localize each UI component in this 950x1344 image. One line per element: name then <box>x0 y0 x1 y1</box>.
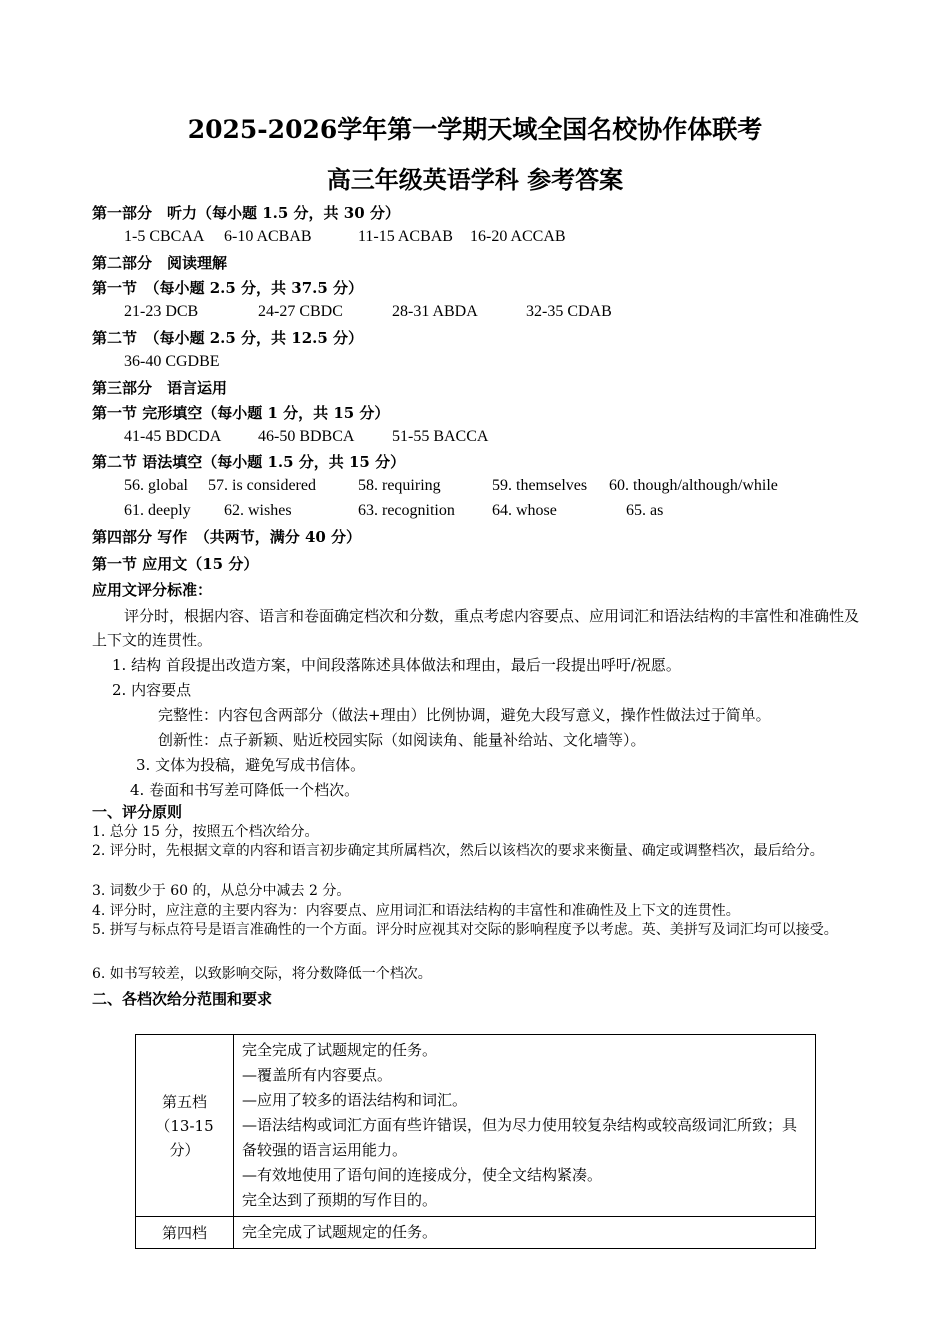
answer-item: 57. is considered <box>208 477 316 494</box>
answer-item: 60. though/although/while <box>609 477 778 494</box>
answer-item: 58. requiring <box>358 477 441 494</box>
grades-heading: 二、各档次给分范围和要求 <box>92 990 273 1008</box>
grade-description-cell <box>234 1035 816 1217</box>
page-title: 2025-2026学年第一学期天域全国名校协作体联考 <box>187 115 763 144</box>
part4-sec1-heading: 第一节 应用文（15 分） <box>92 555 259 573</box>
answer-item: 56. global <box>124 477 188 494</box>
grade-range: （13-15 <box>155 1116 214 1135</box>
criteria-heading: 应用文评分标准： <box>92 581 213 599</box>
grade-level-cell <box>136 1035 234 1217</box>
table-row <box>136 1217 816 1249</box>
grade-line: —应用了较多的语法结构和词汇。 <box>242 1091 468 1109</box>
grade-line: 完全完成了试题规定的任务。 <box>242 1041 438 1059</box>
part3-sec1-heading: 第一节 完形填空（每小题 1 分，共 15 分） <box>92 404 390 422</box>
grade-level-cell <box>136 1217 234 1249</box>
answer-group: 11-15 ACBAB <box>358 228 453 245</box>
answer-item: 59. themselves <box>492 477 588 494</box>
grade-line: —语法结构或词汇方面有些许错误，但为尽力使用较复杂结构或较高级词汇所致；具备较强的语言运用能力。 <box>242 1116 798 1159</box>
answer-item: 63. recognition <box>358 502 455 519</box>
part2-sec2-heading: 第二节 （每小题 2.5 分，共 12.5 分） <box>92 329 364 347</box>
principle-item: 1. 总分 15 分，按照五个档次给分。 <box>92 824 319 840</box>
grade-line: —覆盖所有内容要点。 <box>242 1066 393 1084</box>
answer-group: 41-45 BDCDA <box>124 428 222 445</box>
answer-group: 21-23 DCB <box>124 303 199 320</box>
criteria-intro: 评分时，根据内容、语言和卷面确定档次和分数，重点考虑内容要点、应用词汇和语法结构的丰富性和准确性及上下文的连贯性。 <box>92 607 860 649</box>
part3-sec2-heading: 第二节 语法填空（每小题 1.5 分，共 15 分） <box>92 453 406 471</box>
answer-group: 24-27 CBDC <box>258 303 343 320</box>
table-row <box>136 1035 816 1217</box>
answer-group: 28-31 ABDA <box>392 303 478 320</box>
criteria-item-style: 3. 文体为投稿，避免写成书信体。 <box>136 756 366 774</box>
part2-sec1-heading: 第一节 （每小题 2.5 分，共 37.5 分） <box>92 279 364 297</box>
principle-item: 2. 评分时，先根据文章的内容和语言初步确定其所属档次，然后以该档次的要求来衡量、确定或调整档次，最后给分。 <box>92 843 824 859</box>
principle-item: 3. 词数少于 60 的，从总分中减去 2 分。 <box>92 883 351 899</box>
criteria-item-content: 2. 内容要点 <box>112 681 192 699</box>
grade-level-label: 第四档 <box>161 1223 207 1242</box>
grade-line: 完全达到了预期的写作目的。 <box>242 1191 438 1209</box>
criteria-item-structure: 1. 结构 首段提出改造方案，中间段落陈述具体做法和理由，最后一段提出呼吁/祝愿。 <box>112 656 681 674</box>
part2-heading: 第二部分 阅读理解 <box>92 254 228 272</box>
grades-table <box>135 1034 816 1249</box>
part1-heading: 第一部分 听力（每小题 1.5 分，共 30 分） <box>92 204 400 222</box>
answer-item: 64. whose <box>492 502 557 519</box>
grade-description-cell <box>234 1217 816 1249</box>
page-subtitle: 高三年级英语学科 参考答案 <box>326 165 624 194</box>
answer-group: 6-10 ACBAB <box>224 228 312 245</box>
grade-level-label: 第五档 <box>161 1092 207 1111</box>
principle-item: 6. 如书写较差，以致影响交际，将分数降低一个档次。 <box>92 966 432 982</box>
principles-heading: 一、评分原则 <box>92 803 183 821</box>
answer-group: 32-35 CDAB <box>526 303 612 320</box>
answer-group: 36-40 CGDBE <box>124 353 220 370</box>
principle-item: 4. 评分时，应注意的主要内容为：内容要点、应用词汇和语法结构的丰富性和准确性及上下文的连贯性。 <box>92 903 740 919</box>
part3-heading: 第三部分 语言运用 <box>92 379 228 397</box>
criteria-innovation: 创新性：点子新颖、贴近校园实际（如阅读角、能量补给站、文化墙等）。 <box>158 731 646 749</box>
principle-item: 5. 拼写与标点符号是语言准确性的一个方面。评分时应视其对交际的影响程度予以考虑。英、美拼写及词汇均可以接受。 <box>92 922 838 938</box>
answer-group: 46-50 BDBCA <box>258 428 355 445</box>
criteria-item-handwriting: 4. 卷面和书写差可降低一个档次。 <box>130 781 360 799</box>
grade-line: —有效地使用了语句间的连接成分，使全文结构紧凑。 <box>242 1166 603 1184</box>
answer-item: 62. wishes <box>224 502 292 519</box>
answer-item: 61. deeply <box>124 502 191 519</box>
part4-heading: 第四部分 写作 （共两节，满分 40 分） <box>92 528 362 546</box>
criteria-completeness: 完整性：内容包含两部分（做法+理由）比例协调，避免大段写意义，操作性做法过于简单。 <box>158 706 771 724</box>
answer-group: 16-20 ACCAB <box>470 228 566 245</box>
answer-group: 1-5 CBCAA <box>124 228 205 245</box>
answer-item: 65. as <box>626 502 664 519</box>
answer-group: 51-55 BACCA <box>392 428 489 445</box>
grade-range-unit: 分） <box>169 1140 200 1159</box>
grade-line: 完全完成了试题规定的任务。 <box>242 1223 438 1241</box>
